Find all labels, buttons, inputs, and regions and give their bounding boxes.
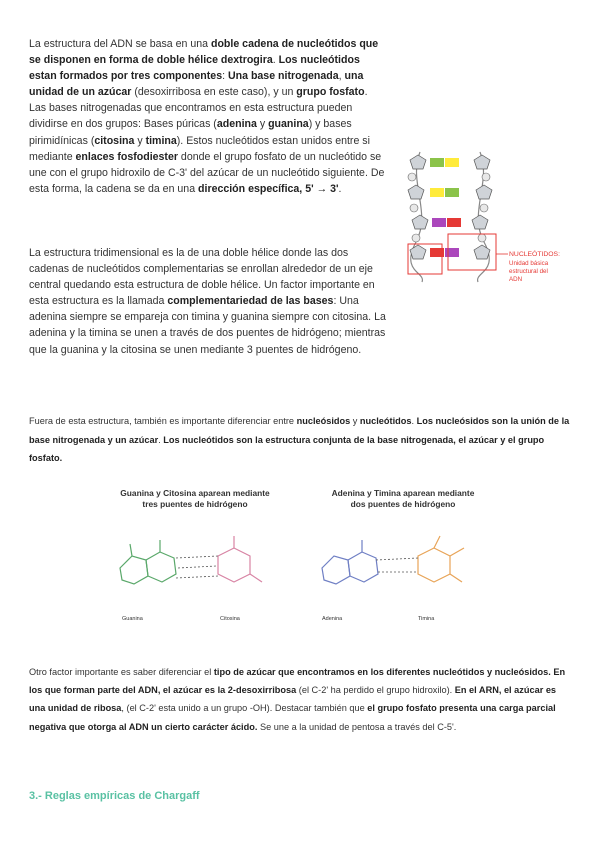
cytosine-label: Citosina xyxy=(220,616,240,622)
bold-text-run: Los nucleósidos son la unión de la base nitrogenada y un azúcar xyxy=(29,416,570,445)
bold-text-run: doble cadena de nucleótidos que se disponen en forma de doble hélice dextrogira xyxy=(29,38,379,67)
dna-strand-diagram xyxy=(398,142,568,292)
bold-text-run: tipo de azúcar que encontramos en los diferentes nucleótidos y nucleósidos. xyxy=(213,667,551,677)
dna-strand-figure xyxy=(398,142,568,292)
text-run: Fuera de esta estructura, también es importante diferenciar entre xyxy=(29,416,297,426)
text-run: : xyxy=(222,70,228,83)
at-hbonds xyxy=(376,558,418,572)
cytosine-structure xyxy=(218,536,262,582)
sugar-shape xyxy=(472,215,488,229)
paragraph-adn-structure xyxy=(29,36,387,197)
phosphate-circle xyxy=(410,204,418,212)
sugar-shape xyxy=(412,215,428,229)
bold-text-run: Una base nitrogenada xyxy=(227,70,339,83)
bold-text-run: En los que forman parte del ADN, el azúcar es la 2-desoxirribosa xyxy=(29,667,566,696)
phosphate-circle xyxy=(480,204,488,212)
text-run: La estructura del ADN se basa en una xyxy=(29,38,211,50)
adenine-label: Adenina xyxy=(322,616,343,622)
text-run: , xyxy=(338,70,345,83)
bold-text-run: complementariedad de las bases xyxy=(167,295,334,308)
text-run: . xyxy=(338,182,342,195)
text-run: La estructura tridimensional es la de una doble hélice donde las dos cadenas de nucleótidos complementarias se enrollan alrededor de un eje central quedando esta estructura de doble hélice. Un factor importante en esta estructura es la llamada xyxy=(29,247,375,308)
nucleotide-label: estructural del xyxy=(509,268,548,275)
phosphate-circle xyxy=(408,173,416,181)
bold-text-run: Los nucleótidos estan formados por tres componentes xyxy=(29,54,360,83)
bold-text-run: Los nucleótidos son la estructura conjunta de la base nitrogenada, el azúcar y el grupo fosfato. xyxy=(29,434,545,463)
phosphate-circle xyxy=(412,234,420,242)
paragraph-nucleosides xyxy=(29,412,574,468)
text-run: . Las bases nitrogenadas que encontramos en esta estructura pueden dividirse en dos grupos: Bases púricas ( xyxy=(29,86,368,131)
bold-text-run: guanina xyxy=(268,118,309,131)
paragraph-sugar-type xyxy=(29,663,574,736)
base-pairing-diagram xyxy=(100,488,500,640)
base-rect xyxy=(445,188,459,197)
text-run: (el C-2' ha perdido el grupo hidroxilo). xyxy=(296,685,455,696)
gc-hbonds xyxy=(176,556,218,578)
bold-text-run: dirección específica, 5' → 3' xyxy=(198,182,339,195)
text-run: , (el C-2' esta unido a un grupo -OH). Destacar también que xyxy=(121,703,368,714)
sugar-shape xyxy=(474,245,490,259)
gc-title-line: Guanina y Citosina aparean mediante xyxy=(120,488,270,498)
gc-title-line: tres puentes de hidrógeno xyxy=(142,499,248,509)
base-rect xyxy=(445,248,459,257)
text-run: y xyxy=(256,118,269,131)
base-rect xyxy=(430,158,444,167)
text-run: Otro factor importante es saber diferenciar el xyxy=(29,667,214,677)
thymine-label: Timina xyxy=(418,616,435,622)
nucleotide-label: Unidad básica xyxy=(509,260,549,267)
text-run: . xyxy=(272,54,279,67)
base-rect xyxy=(432,218,446,227)
guanine-structure xyxy=(120,540,176,584)
bold-text-run: citosina xyxy=(94,134,135,147)
bold-text-run: enlaces fosfodiester xyxy=(75,150,178,163)
text-run: ) y bases pirimidínicas ( xyxy=(29,118,352,147)
sugar-shape xyxy=(476,185,492,199)
bold-text-run: nucleósidos xyxy=(296,416,351,426)
bold-text-run: una unidad de un azúcar xyxy=(29,70,364,99)
text-run: Se une a la unidad de pentosa a través del C-5'. xyxy=(257,721,457,732)
bold-text-run: nucleótidos xyxy=(359,416,412,426)
bold-text-run: timina xyxy=(145,134,177,147)
text-run: y xyxy=(134,134,146,147)
nucleotide-label: ADN xyxy=(509,276,523,283)
text-run: . xyxy=(158,434,164,445)
bold-text-run: grupo fosfato xyxy=(296,86,365,99)
at-title-line: dos puentes de hidrógeno xyxy=(350,499,456,509)
text-run: . xyxy=(411,416,417,426)
text-run: donde el grupo fosfato de un nucleótido se une con el grupo hidroxilo de C-3' del azúcar de un nucleótido siguiente. De esta forma, la cadena se da en una xyxy=(29,150,385,195)
bold-text-run: adenina xyxy=(216,118,257,131)
text-run: (desoxirribosa en este caso), y un xyxy=(131,86,297,99)
sugar-shape xyxy=(408,185,424,199)
sugar-shape xyxy=(474,155,490,169)
text-run: ). Estos nucleótidos estan unidos entre si mediante xyxy=(29,134,370,163)
at-title-line: Adenina y Timina aparean mediante xyxy=(331,488,475,498)
paragraph-3d-structure xyxy=(29,245,387,358)
adenine-structure xyxy=(322,540,378,584)
text-run: : Una adenina siempre se empareja con timina y guanina siempre con citosina. La adenina y la timina se unen a través de dos puentes de hidrógeno; mientras que la guanina y la citosina se unen mediante 3 puentes de hidrógeno. xyxy=(29,295,386,356)
sugar-shape xyxy=(410,245,426,259)
base-pairing-figure xyxy=(100,488,500,640)
guanine-label: Guanina xyxy=(122,616,143,622)
nucleotide-label: NUCLEÓTIDOS: xyxy=(509,251,560,258)
text-run: y xyxy=(350,416,360,426)
phosphate-circle xyxy=(482,173,490,181)
thymine-structure xyxy=(418,536,464,582)
base-rect xyxy=(445,158,459,167)
bold-text-run: el grupo fosfato presenta una carga parcial negativa que otorga al ADN un cierto carácter ácido. xyxy=(29,703,556,732)
section-heading-chargaff: 3.- Reglas empíricas de Chargaff xyxy=(29,790,200,802)
base-rect xyxy=(447,218,461,227)
bold-text-run: En el ARN, el azúcar es una unidad de ribosa xyxy=(29,685,557,714)
sugar-shape xyxy=(410,155,426,169)
base-rect xyxy=(430,188,444,197)
phosphate-circle xyxy=(478,234,486,242)
